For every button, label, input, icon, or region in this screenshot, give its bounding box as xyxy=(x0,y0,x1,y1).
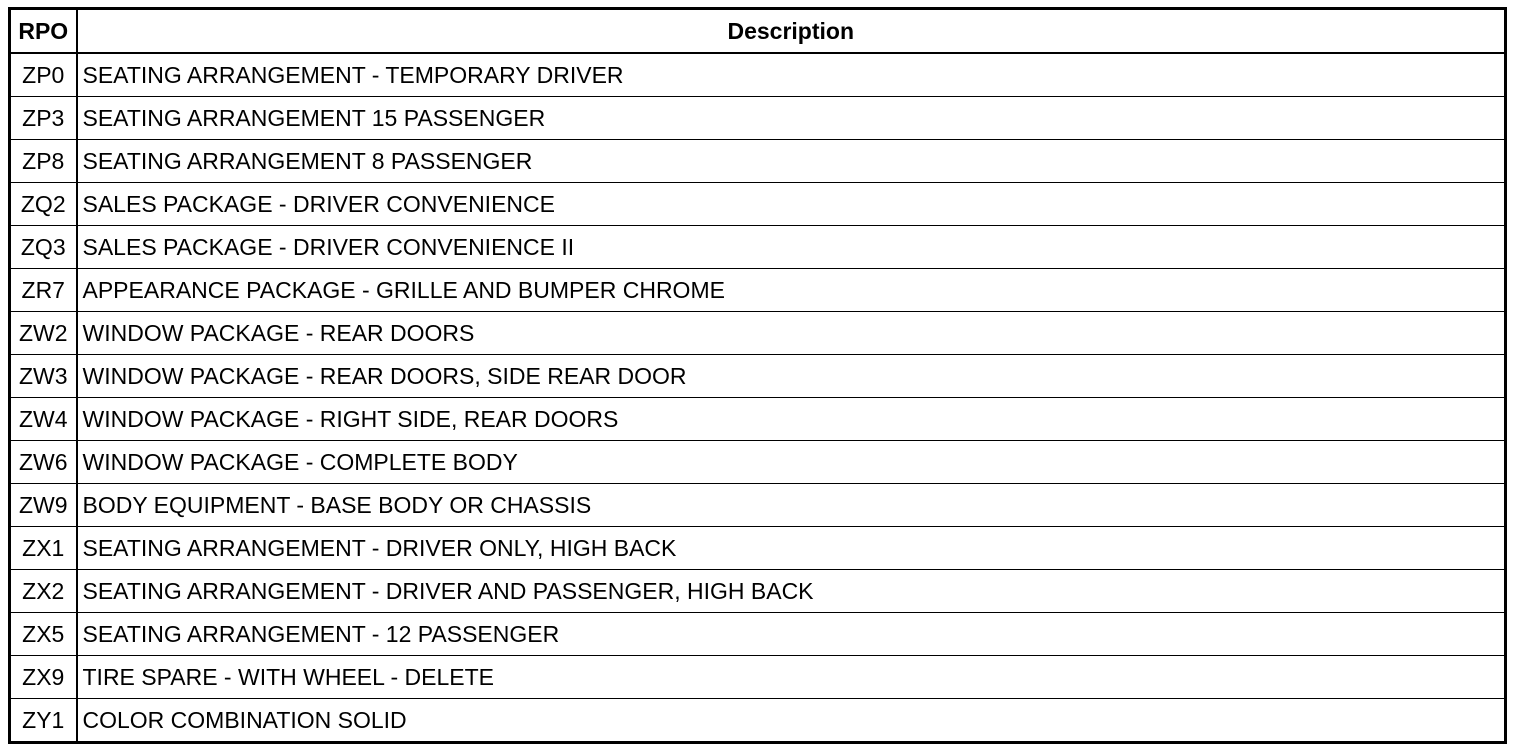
rpo-description: SALES PACKAGE - DRIVER CONVENIENCE II xyxy=(77,226,1506,269)
rpo-description: COLOR COMBINATION SOLID xyxy=(77,699,1506,743)
table-row xyxy=(10,269,1506,312)
rpo-code: ZQ2 xyxy=(10,183,77,226)
rpo-description: WINDOW PACKAGE - COMPLETE BODY xyxy=(77,441,1506,484)
rpo-description: SEATING ARRANGEMENT - 12 PASSENGER xyxy=(77,613,1506,656)
table-row xyxy=(10,97,1506,140)
rpo-description: SEATING ARRANGEMENT - DRIVER ONLY, HIGH BACK xyxy=(77,527,1506,570)
header-row xyxy=(10,9,1506,54)
table-row xyxy=(10,312,1506,355)
rpo-description: SEATING ARRANGEMENT - TEMPORARY DRIVER xyxy=(77,53,1506,97)
table-row xyxy=(10,527,1506,570)
rpo-description: APPEARANCE PACKAGE - GRILLE AND BUMPER CHROME xyxy=(77,269,1506,312)
rpo-code: ZR7 xyxy=(10,269,77,312)
rpo-code: ZW6 xyxy=(10,441,77,484)
rpo-description: TIRE SPARE - WITH WHEEL - DELETE xyxy=(77,656,1506,699)
rpo-code: ZW3 xyxy=(10,355,77,398)
rpo-description: BODY EQUIPMENT - BASE BODY OR CHASSIS xyxy=(77,484,1506,527)
rpo-code: ZX5 xyxy=(10,613,77,656)
rpo-code: ZX9 xyxy=(10,656,77,699)
table-row xyxy=(10,398,1506,441)
table-header xyxy=(10,9,1506,54)
rpo-description: SEATING ARRANGEMENT 8 PASSENGER xyxy=(77,140,1506,183)
rpo-description: WINDOW PACKAGE - REAR DOORS xyxy=(77,312,1506,355)
table-row xyxy=(10,699,1506,743)
rpo-table xyxy=(8,7,1507,744)
table-row xyxy=(10,355,1506,398)
table-row xyxy=(10,656,1506,699)
rpo-code: ZW4 xyxy=(10,398,77,441)
rpo-code: ZP3 xyxy=(10,97,77,140)
rpo-description: SEATING ARRANGEMENT - DRIVER AND PASSENGER, HIGH BACK xyxy=(77,570,1506,613)
table-row xyxy=(10,484,1506,527)
column-header-rpo: RPO xyxy=(10,9,77,54)
rpo-code: ZX1 xyxy=(10,527,77,570)
rpo-code: ZP8 xyxy=(10,140,77,183)
table-row xyxy=(10,226,1506,269)
rpo-description: WINDOW PACKAGE - RIGHT SIDE, REAR DOORS xyxy=(77,398,1506,441)
rpo-description: SALES PACKAGE - DRIVER CONVENIENCE xyxy=(77,183,1506,226)
rpo-code: ZW9 xyxy=(10,484,77,527)
rpo-description: SEATING ARRANGEMENT 15 PASSENGER xyxy=(77,97,1506,140)
table-row xyxy=(10,53,1506,97)
table-row xyxy=(10,140,1506,183)
rpo-code: ZY1 xyxy=(10,699,77,743)
table-row xyxy=(10,183,1506,226)
table-body xyxy=(10,53,1506,743)
rpo-code: ZP0 xyxy=(10,53,77,97)
rpo-code: ZW2 xyxy=(10,312,77,355)
rpo-description: WINDOW PACKAGE - REAR DOORS, SIDE REAR DOOR xyxy=(77,355,1506,398)
rpo-code: ZQ3 xyxy=(10,226,77,269)
column-header-description: Description xyxy=(77,9,1506,54)
table-row xyxy=(10,570,1506,613)
table-row xyxy=(10,441,1506,484)
rpo-code: ZX2 xyxy=(10,570,77,613)
table-row xyxy=(10,613,1506,656)
